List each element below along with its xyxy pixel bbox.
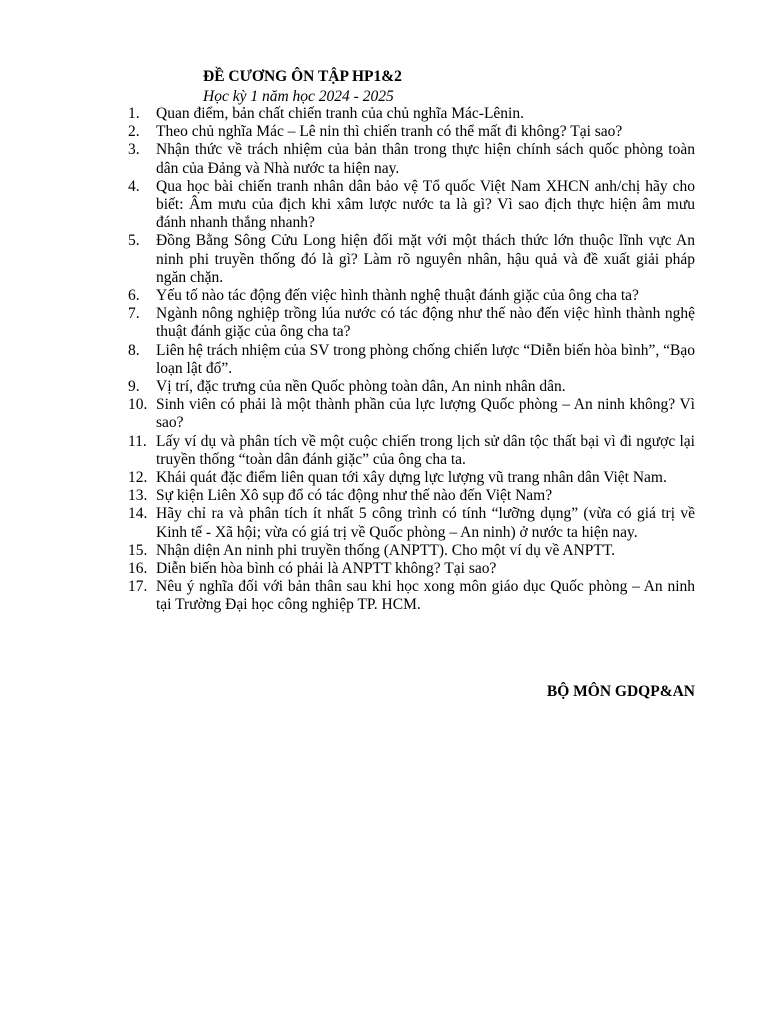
question-number: 10. — [128, 396, 148, 414]
question-item — [128, 469, 695, 487]
question-text: Lấy ví dụ và phân tích về một cuộc chiến trong lịch sử dân tộc thất bại vì đi ngược lại truyền thống “toàn dân đánh giặc” của ông cha ta. — [156, 432, 695, 468]
question-list — [128, 105, 695, 615]
question-item — [128, 105, 695, 123]
question-number: 15. — [128, 541, 148, 559]
question-item — [128, 542, 695, 560]
question-item — [128, 578, 695, 614]
question-text: Yếu tố nào tác động đến việc hình thành nghệ thuật đánh giặc của ông cha ta? — [156, 287, 639, 305]
question-item — [128, 178, 695, 233]
question-item — [128, 305, 695, 341]
question-number: 17. — [128, 578, 148, 596]
question-text: Quan điểm, bản chất chiến tranh của chủ nghĩa Mác-Lênin. — [156, 105, 524, 122]
question-number: 3. — [128, 141, 140, 159]
question-number: 4. — [128, 177, 140, 195]
question-number: 12. — [128, 469, 148, 487]
question-text: Qua học bài chiến tranh nhân dân bảo vệ Tổ quốc Việt Nam XHCN anh/chị hãy cho biết: Âm mưu của địch khi xâm lược nước ta là gì? Vì sao địch thực hiện âm mưu đánh nhanh thắng nhanh? — [156, 177, 695, 232]
question-item — [128, 232, 695, 287]
question-number: 5. — [128, 232, 140, 250]
question-number: 9. — [128, 378, 140, 396]
question-item — [128, 287, 695, 305]
question-item — [128, 560, 695, 578]
question-number: 6. — [128, 287, 140, 305]
question-item — [128, 433, 695, 469]
question-text: Ngành nông nghiệp trồng lúa nước có tác động như thế nào đến việc hình thành nghệ thuật đánh giặc của ông cha ta? — [156, 305, 695, 341]
question-text: Nhận thức về trách nhiệm của bản thân trong thực hiện chính sách quốc phòng toàn dân của Đảng và Nhà nước ta hiện nay. — [156, 141, 695, 177]
question-number: 13. — [128, 487, 148, 505]
question-text: Đồng Bằng Sông Cửu Long hiện đối mặt với một thách thức lớn thuộc lĩnh vực An ninh phi truyền thống đó là gì? Làm rõ nguyên nhân, hậu quả và đề xuất giải pháp ngăn chặn. — [156, 232, 695, 286]
question-text: Khái quát đặc điểm liên quan tới xây dựng lực lượng vũ trang nhân dân Việt Nam. — [156, 469, 667, 487]
department-signature: BỘ MÔN GDQP&AN — [546, 683, 695, 700]
question-number: 8. — [128, 341, 140, 359]
question-number: 7. — [128, 305, 140, 323]
question-item — [128, 342, 695, 378]
question-text: Sự kiện Liên Xô sụp đổ có tác động như thế nào đến Việt Nam? — [156, 487, 553, 505]
document-title: ĐỀ CƯƠNG ÔN TẬP HP1&2 — [203, 68, 402, 85]
question-number: 14. — [128, 505, 148, 523]
question-text: Theo chủ nghĩa Mác – Lê nin thì chiến tranh có thể mất đi không? Tại sao? — [156, 123, 623, 141]
question-text: Diễn biến hòa bình có phải là ANPTT không? Tại sao? — [156, 560, 497, 578]
question-text: Liên hệ trách nhiệm của SV trong phòng chống chiến lược “Diễn biến hòa bình”, “Bạo loạn lật đổ”. — [156, 341, 695, 377]
question-text: Vị trí, đặc trưng của nền Quốc phòng toàn dân, An ninh nhân dân. — [156, 378, 566, 396]
question-number: 1. — [128, 105, 140, 122]
question-text: Nêu ý nghĩa đối với bản thân sau khi học xong môn giáo dục Quốc phòng – An ninh tại Trường Đại học công nghiệp TP. HCM. — [156, 578, 695, 614]
question-number: 16. — [128, 560, 148, 578]
question-item — [128, 505, 695, 541]
document-subtitle: Học kỳ 1 năm học 2024 - 2025 — [203, 88, 394, 105]
question-item — [128, 141, 695, 177]
question-item — [128, 378, 695, 396]
question-number: 11. — [128, 432, 147, 450]
question-text: Hãy chỉ ra và phân tích ít nhất 5 công trình có tính “lưỡng dụng” (vừa có giá trị về Kinh tế - Xã hội; vừa có giá trị về Quốc phòng – An ninh) ở nước ta hiện nay. — [156, 505, 695, 541]
question-text: Nhận diện An ninh phi truyền thống (ANPTT). Cho một ví dụ về ANPTT. — [156, 541, 616, 559]
question-item — [128, 123, 695, 141]
question-item — [128, 396, 695, 432]
question-text: Sinh viên có phải là một thành phần của lực lượng Quốc phòng – An ninh không? Vì sao? — [156, 396, 695, 432]
question-item — [128, 487, 695, 505]
question-number: 2. — [128, 123, 140, 141]
